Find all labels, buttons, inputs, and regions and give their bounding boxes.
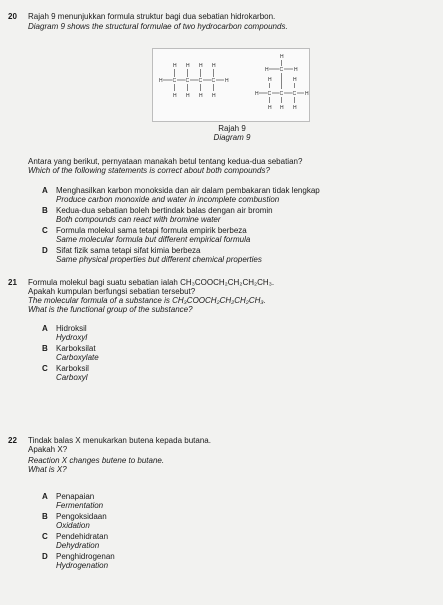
structural-formulae — [153, 49, 311, 123]
atom-h: H — [159, 78, 163, 84]
option-letter: C — [42, 532, 48, 541]
option-text-en: Oxidation — [56, 521, 90, 530]
option-text-en: Hydrogenation — [56, 561, 109, 570]
q20-question-en: Which of the following statements is correct about both compounds? — [28, 166, 270, 175]
option-letter: D — [42, 246, 48, 255]
q21-stem-en2: What is the functional group of the substance? — [28, 305, 193, 314]
atom-h: H — [280, 54, 284, 60]
option-text-ms: Pengoksidaan — [56, 512, 107, 521]
atom-h: H — [294, 67, 298, 73]
atom-c: C — [185, 78, 190, 84]
diagram-caption-en: Diagram 9 — [213, 133, 251, 142]
atom-h: H — [280, 105, 284, 111]
atom-h: H — [265, 67, 269, 73]
compound-1-butane — [159, 63, 229, 99]
option-text-ms: Karboksilat — [56, 344, 96, 353]
option-text-ms: Penapaian — [56, 492, 95, 501]
option-text-ms: Kedua-dua sebatian boleh bertindak balas dengan air bromin — [56, 206, 273, 215]
option-letter: A — [42, 492, 48, 501]
atom-c: C — [198, 78, 203, 84]
option-text-en: Produce carbon monoxide and water in incomplete combustion — [56, 195, 280, 204]
q20-question-ms: Antara yang berikut, pernyataan manakah betul tentang kedua-dua sebatian? — [28, 157, 303, 166]
atom-h: H — [305, 91, 309, 97]
compound-2-methylpropane — [255, 54, 309, 111]
atom-c: C — [279, 67, 284, 73]
q21-stem-en: The molecular formula of a substance is CH₃COOCH₂CH₂CH₂CH₃. — [28, 296, 266, 305]
atom-h: H — [293, 105, 297, 111]
atom-h: H — [186, 63, 190, 69]
option-text-en: Same molecular formula but different empirical formula — [56, 235, 251, 244]
option-text-ms: Hidroksil — [56, 324, 87, 333]
q22-stem-ms: Tindak balas X menukarkan butena kepada butana. — [28, 436, 211, 445]
q21-stem-ms2: Apakah kumpulan berfungsi sebatian tersebut? — [28, 287, 196, 296]
option-letter: B — [42, 512, 48, 521]
atom-h: H — [212, 63, 216, 69]
option-text-en: Both compounds can react with bromine water — [56, 215, 221, 224]
q22-stem-en2: What is X? — [28, 465, 67, 474]
atom-c: C — [292, 91, 297, 97]
atom-h: H — [186, 93, 190, 99]
atom-c: C — [279, 91, 284, 97]
atom-c: C — [211, 78, 216, 84]
option-text-ms: Pendehidratan — [56, 532, 109, 541]
option-text-ms: Sifat fizik sama tetapi sifat kimia berbeza — [56, 246, 201, 255]
question-22-number: 22 — [8, 436, 17, 445]
atom-h: H — [293, 77, 297, 83]
option-text-en: Hydroxyl — [56, 333, 88, 342]
q20-stem-ms: Rajah 9 menunjukkan formula struktur bagi dua sebatian hidrokarbon. — [28, 12, 276, 21]
atom-c: C — [172, 78, 177, 84]
option-text-en: Fermentation — [56, 501, 104, 510]
option-text-en: Carboxyl — [56, 373, 88, 382]
option-text-ms: Formula molekul sama tetapi formula empirik berbeza — [56, 226, 247, 235]
option-text-ms: Menghasilkan karbon monoksida dan air dalam pembakaran tidak lengkap — [56, 186, 320, 195]
option-letter: B — [42, 344, 48, 353]
atom-h: H — [199, 63, 203, 69]
diagram-caption-ms: Rajah 9 — [218, 124, 246, 133]
q22-stem-ms2: Apakah X? — [28, 445, 68, 454]
option-text-ms: Penghidrogenan — [56, 552, 115, 561]
atom-h: H — [173, 93, 177, 99]
atom-h: H — [268, 105, 272, 111]
diagram-9 — [152, 48, 310, 122]
atom-h: H — [255, 91, 259, 97]
option-text-en: Carboxylate — [56, 353, 99, 362]
option-letter: A — [42, 186, 48, 195]
atom-h: H — [173, 63, 177, 69]
question-20-number: 20 — [8, 12, 17, 21]
atom-h: H — [199, 93, 203, 99]
option-letter: B — [42, 206, 48, 215]
option-letter: D — [42, 552, 48, 561]
q20-stem-en: Diagram 9 shows the structural formulae of two hydrocarbon compounds. — [28, 22, 288, 31]
atom-h: H — [225, 78, 229, 84]
option-text-en: Dehydration — [56, 541, 100, 550]
option-text-en: Same physical properties but different chemical properties — [56, 255, 262, 264]
atom-h: H — [212, 93, 216, 99]
option-letter: C — [42, 364, 48, 373]
atom-c: C — [267, 91, 272, 97]
option-letter: C — [42, 226, 48, 235]
option-letter: A — [42, 324, 48, 333]
q21-stem-ms: Formula molekul bagi suatu sebatian ialah CH₃COOCH₂CH₂CH₂CH₃. — [28, 278, 275, 287]
question-21-number: 21 — [8, 278, 17, 287]
option-text-ms: Karboksil — [56, 364, 89, 373]
atom-h: H — [268, 77, 272, 83]
q22-stem-en: Reaction X changes butene to butane. — [28, 456, 165, 465]
